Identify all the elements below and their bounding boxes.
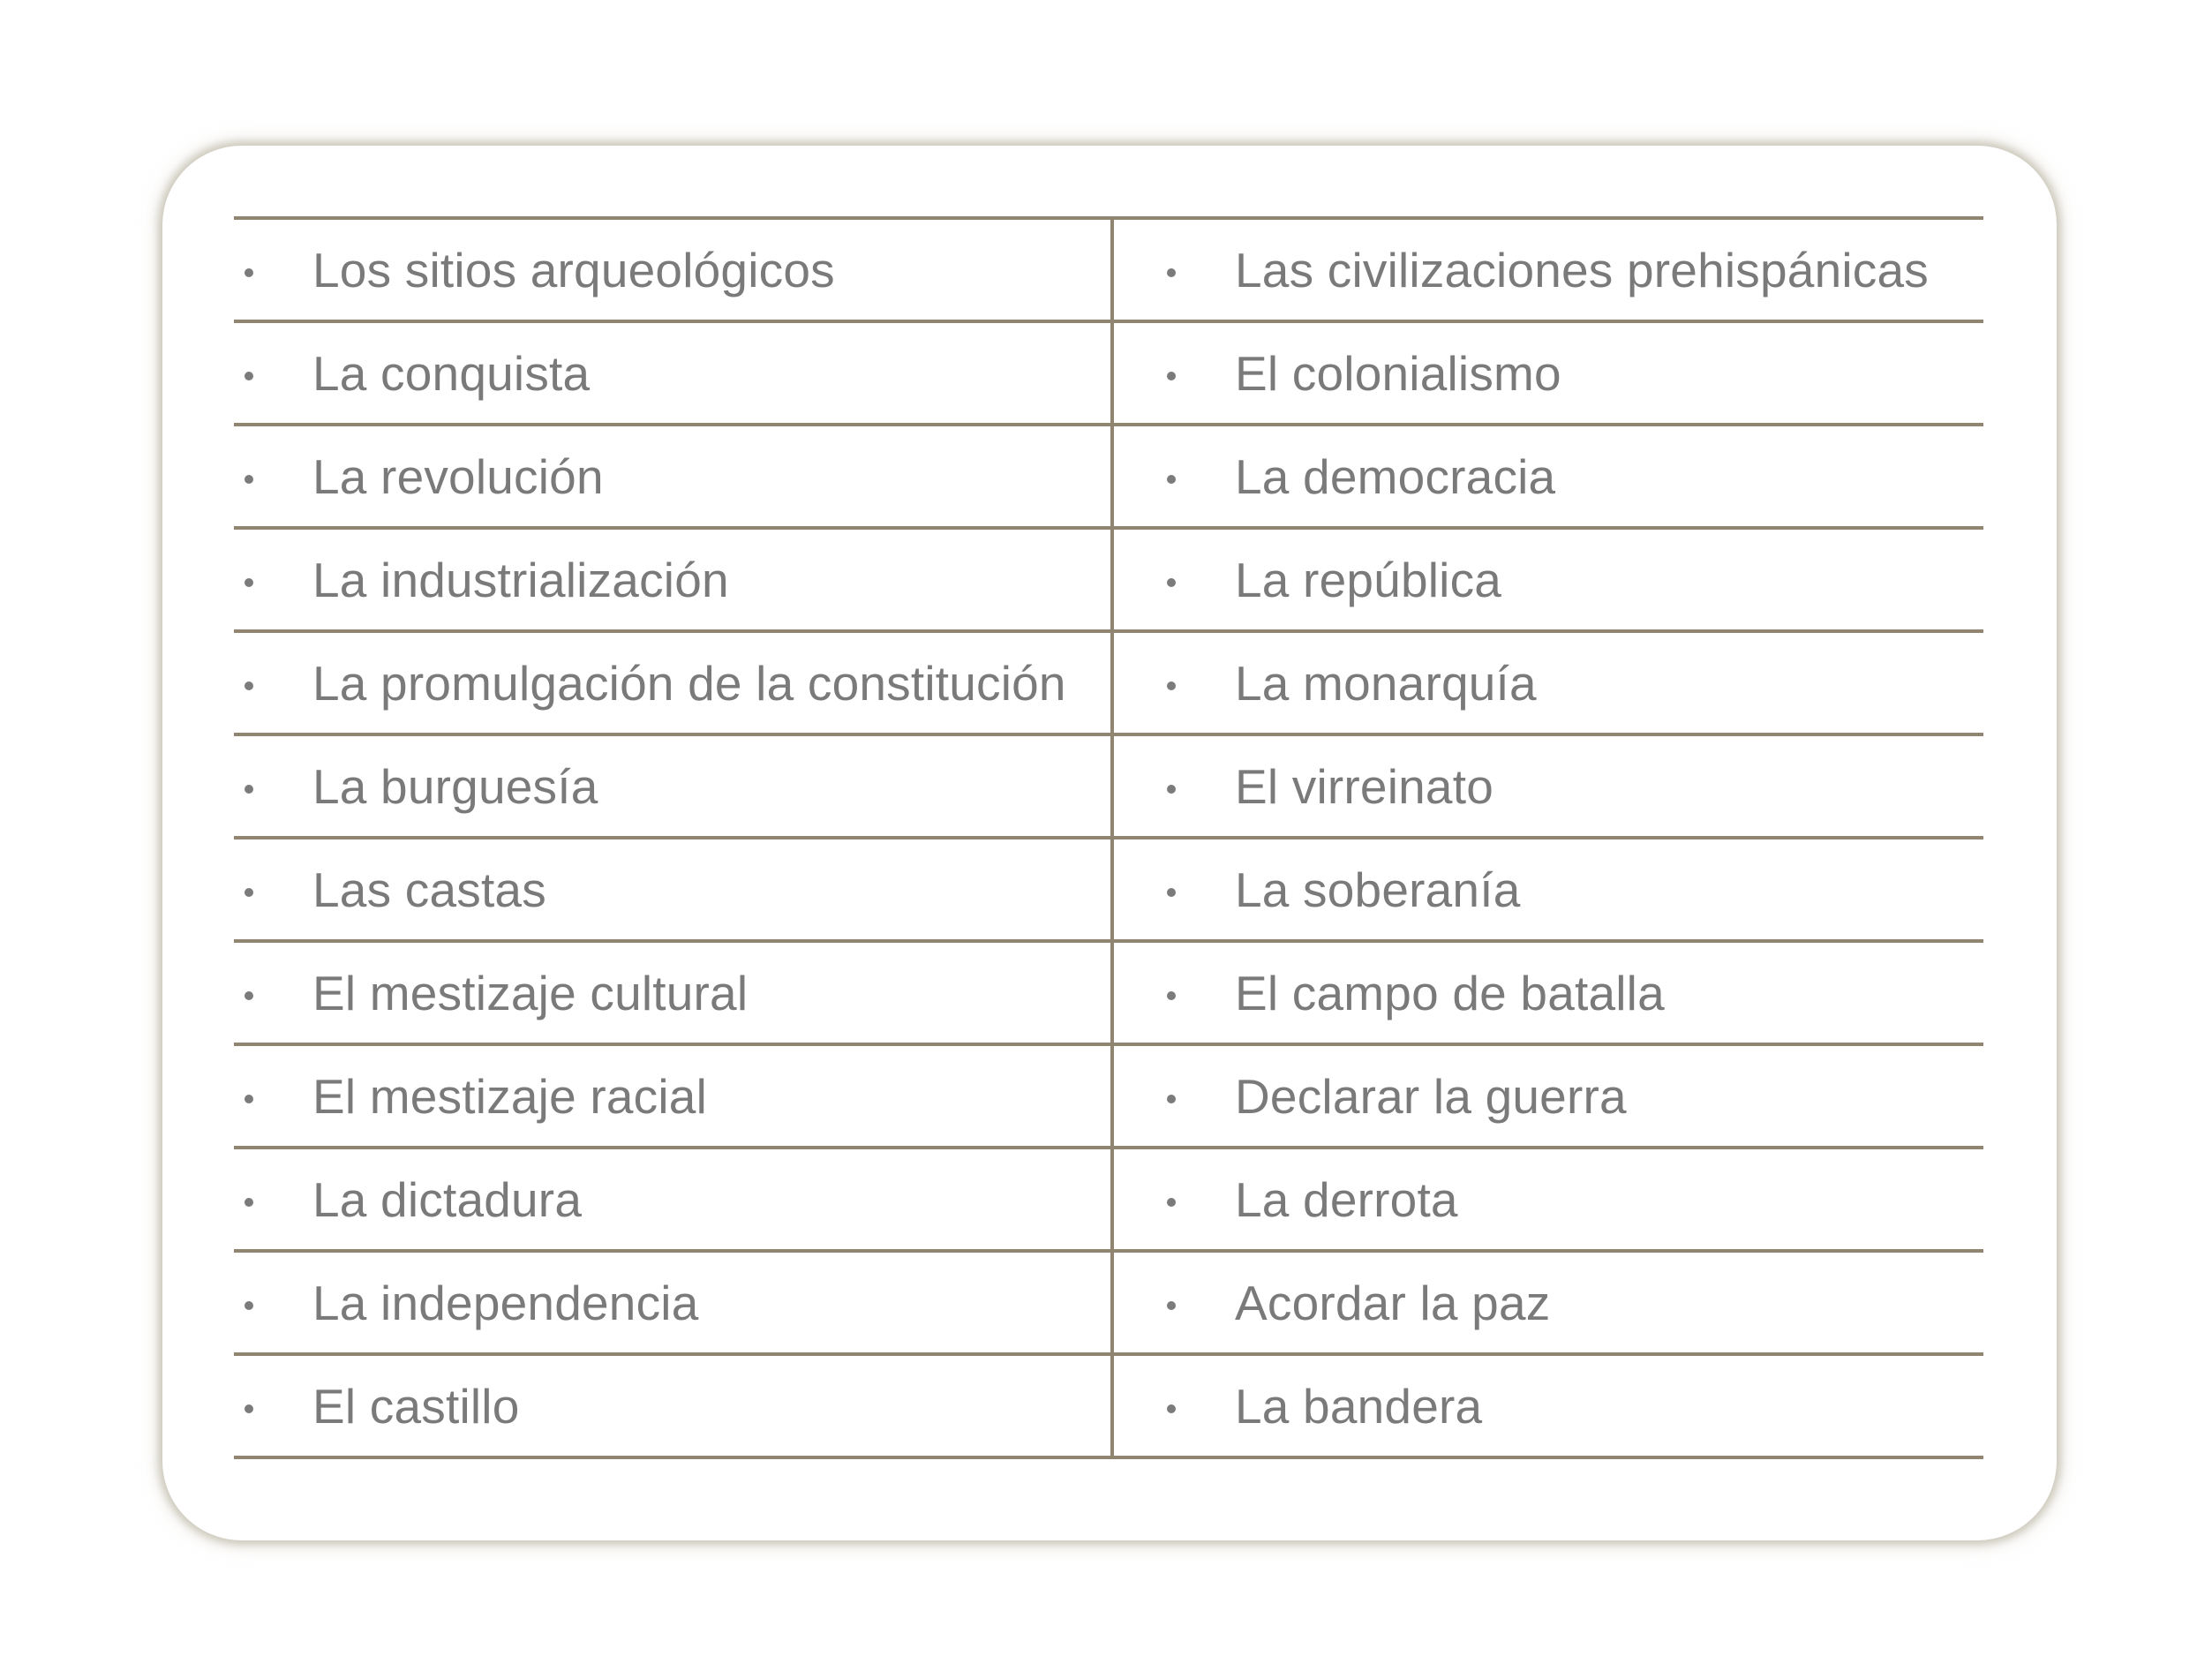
table-row xyxy=(234,736,1983,840)
term-text: Declarar la guerra xyxy=(1235,1068,1627,1124)
bullet-icon xyxy=(1167,1404,1176,1413)
vocabulary-table xyxy=(234,216,1983,1459)
bullet-icon xyxy=(1167,1301,1176,1310)
bullet-icon xyxy=(1167,1095,1176,1103)
table-cell-left xyxy=(234,736,1114,836)
table-cell-left xyxy=(234,633,1114,733)
term-text: El castillo xyxy=(312,1378,520,1434)
bullet-icon xyxy=(245,1198,253,1207)
bullet-icon xyxy=(1167,991,1176,1000)
term-text: La derrota xyxy=(1235,1171,1458,1227)
term-text: La dictadura xyxy=(312,1171,583,1227)
term-text: Acordar la paz xyxy=(1235,1275,1551,1330)
term-text: La monarquía xyxy=(1235,655,1537,711)
term-text: El mestizaje racial xyxy=(312,1068,707,1124)
table-cell-right xyxy=(1114,323,1983,423)
term-text: La república xyxy=(1235,552,1502,607)
term-text: El mestizaje cultural xyxy=(312,965,749,1020)
bullet-icon xyxy=(245,681,253,690)
table-cell-left xyxy=(234,1253,1114,1352)
bullet-icon xyxy=(1167,372,1176,380)
table-cell-left xyxy=(234,530,1114,629)
bullet-icon xyxy=(245,475,253,484)
table-cell-right xyxy=(1114,1356,1983,1456)
table-cell-left xyxy=(234,1149,1114,1249)
term-text: La promulgación de la constitución xyxy=(312,655,1066,711)
bullet-icon xyxy=(245,372,253,380)
table-cell-left xyxy=(234,220,1114,320)
table-cell-right xyxy=(1114,943,1983,1043)
table-row xyxy=(234,840,1983,943)
table-row xyxy=(234,323,1983,426)
term-text: La conquista xyxy=(312,345,591,401)
bullet-icon xyxy=(1167,268,1176,277)
bullet-icon xyxy=(1167,888,1176,897)
term-text: Las civilizaciones prehispánicas xyxy=(1235,242,1929,297)
bullet-icon xyxy=(245,785,253,794)
table-cell-right xyxy=(1114,1149,1983,1249)
table-cell-left xyxy=(234,943,1114,1043)
term-text: Las castas xyxy=(312,862,546,917)
table-row xyxy=(234,633,1983,736)
table-row xyxy=(234,530,1983,633)
table-row xyxy=(234,1356,1983,1459)
term-text: La independencia xyxy=(312,1275,699,1330)
term-text: El virreinato xyxy=(1235,758,1493,814)
table-row xyxy=(234,1046,1983,1149)
table-cell-left xyxy=(234,323,1114,423)
bullet-icon xyxy=(1167,1198,1176,1207)
bullet-icon xyxy=(1167,578,1176,587)
term-text: La burguesía xyxy=(312,758,598,814)
table-cell-left xyxy=(234,426,1114,526)
table-cell-right xyxy=(1114,736,1983,836)
bullet-icon xyxy=(245,888,253,897)
table-cell-right xyxy=(1114,840,1983,939)
bullet-icon xyxy=(245,1301,253,1310)
table-cell-right xyxy=(1114,426,1983,526)
table-cell-right xyxy=(1114,1253,1983,1352)
bullet-icon xyxy=(245,578,253,587)
table-cell-right xyxy=(1114,633,1983,733)
table-row xyxy=(234,1253,1983,1356)
table-cell-left xyxy=(234,1046,1114,1146)
term-text: La industrialización xyxy=(312,552,729,607)
table-cell-right xyxy=(1114,220,1983,320)
bullet-icon xyxy=(245,1404,253,1413)
term-text: El campo de batalla xyxy=(1235,965,1665,1020)
table-cell-right xyxy=(1114,530,1983,629)
table-row xyxy=(234,943,1983,1046)
term-text: La bandera xyxy=(1235,1378,1483,1434)
term-text: Los sitios arqueológicos xyxy=(312,242,835,297)
term-text: La democracia xyxy=(1235,448,1556,504)
bullet-icon xyxy=(245,1095,253,1103)
table-row xyxy=(234,426,1983,530)
bullet-icon xyxy=(245,991,253,1000)
table-cell-right xyxy=(1114,1046,1983,1146)
table-cell-left xyxy=(234,1356,1114,1456)
bullet-icon xyxy=(1167,681,1176,690)
table-row xyxy=(234,220,1983,323)
bullet-icon xyxy=(1167,785,1176,794)
table-cell-left xyxy=(234,840,1114,939)
term-text: La soberanía xyxy=(1235,862,1521,917)
term-text: El colonialismo xyxy=(1235,345,1561,401)
bullet-icon xyxy=(245,268,253,277)
table-row xyxy=(234,1149,1983,1253)
term-text: La revolución xyxy=(312,448,604,504)
bullet-icon xyxy=(1167,475,1176,484)
